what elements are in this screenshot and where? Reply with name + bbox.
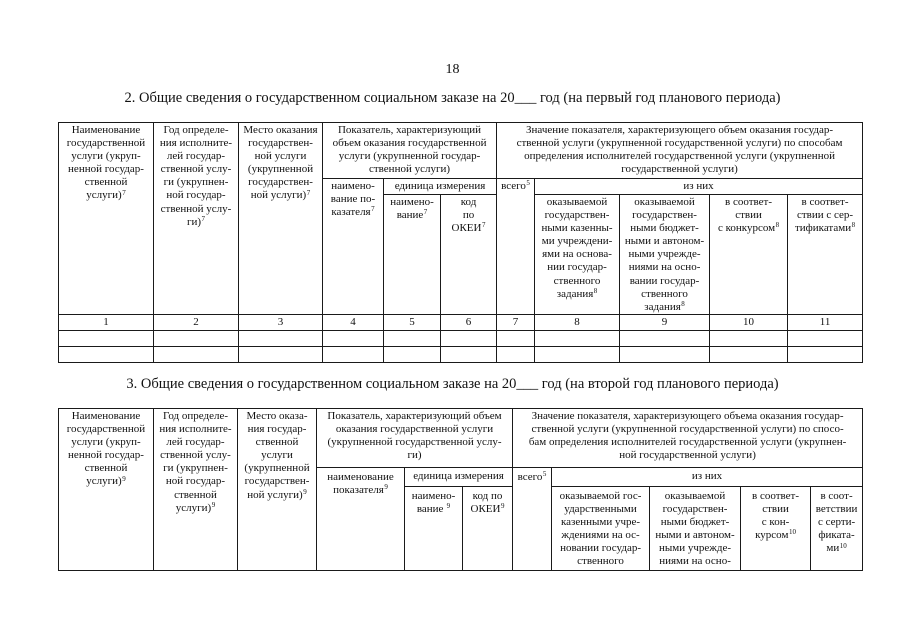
social-order-table-second-planning-year (58, 408, 863, 571)
header-text: единица измерения (394, 179, 486, 192)
footnote-ref: 8 (593, 286, 598, 295)
footnote-ref: 7 (371, 205, 375, 214)
competition-header (710, 195, 788, 315)
of-which-header (552, 468, 863, 487)
header-text: всего (501, 180, 526, 192)
header-text: Год определе- ния исполните- лей государ- ственной услу- ги (укрупнен- ной государ- ственной услуги) (159, 410, 232, 514)
indicator-name-header (317, 468, 405, 571)
table-cell (59, 331, 154, 347)
footnote-ref: 7 (122, 188, 126, 197)
header-text: Место оказа- ния государ- ственной услуги (укрупненной государствен- ной услуги) (244, 410, 310, 501)
footnote-ref: 8 (775, 221, 780, 230)
indicator-group-header (317, 409, 513, 468)
budget-autonomous-header (650, 487, 741, 571)
table-cell (620, 331, 710, 347)
certificates-header (811, 487, 863, 571)
year-header (154, 123, 239, 315)
table-cell (154, 347, 239, 363)
column-number: 3 (239, 315, 323, 331)
header-text: оказываемой государствен- ными казенны- ми учреждени- ями на основа- нии государ- ственного задания (541, 196, 613, 300)
header-text: оказываемой государствен- ными бюджет- ными и автоном- ными учрежде- ниями на осно- (655, 490, 735, 568)
column-number-row (59, 315, 863, 331)
state-institutions-header (535, 195, 620, 315)
unit-name-header (384, 195, 441, 315)
table-cell (154, 331, 239, 347)
header-text: Значение показателя, характеризующего объем оказания государ- ственной услуги (укрупненной государственной услуги) по способам определения исполнителей государственной услуги (укрупненной государственной услуги) (516, 124, 843, 176)
column-number: 10 (710, 315, 788, 331)
footnote-ref: 7 (423, 208, 428, 217)
column-number: 6 (441, 315, 497, 331)
footnote-ref: 8 (851, 221, 856, 230)
header-text: наимено- вание (390, 196, 434, 222)
header-text: код по ОКЕИ (470, 490, 503, 516)
footnote-ref: 10 (788, 528, 796, 537)
table-cell (710, 331, 788, 347)
competition-header (741, 487, 811, 571)
table-cell (323, 331, 384, 347)
year-header (154, 409, 238, 571)
table-cell (323, 347, 384, 363)
footnote-ref: 5 (542, 470, 547, 479)
table-cell (788, 347, 863, 363)
total-header (497, 179, 535, 315)
header-text: в соответ- ствии с сер- тификатами (794, 196, 854, 235)
table-row (59, 331, 863, 347)
header-text: в соответ- ствии с кон- курсом (752, 490, 800, 542)
header-text: Год определе- ния исполните- лей государ- ственной услу- ги (укрупнен- ной государ- ственной услу- ги) (159, 124, 233, 228)
indicator-name-header (323, 179, 384, 315)
table-cell (239, 331, 323, 347)
footnote-ref: 7 (201, 214, 206, 223)
state-institutions-header (552, 487, 650, 571)
footnote-ref: 9 (122, 474, 126, 483)
header-text: Место оказания государствен- ной услуги (укрупненной государствен- ной услуги) (243, 124, 318, 202)
table-cell (788, 331, 863, 347)
table-cell (497, 331, 535, 347)
social-order-table-first-planning-year (58, 122, 863, 363)
table-cell (384, 347, 441, 363)
value-group-header (513, 409, 863, 468)
section-3-heading: 3. Общие сведения о государственном социальном заказе на 20___ год (на второй год планового периода) (126, 376, 779, 392)
footnote-ref: 7 (481, 221, 486, 230)
column-number: 11 (788, 315, 863, 331)
header-text: всего (517, 471, 543, 483)
column-number: 1 (59, 315, 154, 331)
certificates-header (788, 195, 863, 315)
footnote-ref: 9 (500, 502, 505, 511)
indicator-group-header (323, 123, 497, 179)
column-number: 8 (535, 315, 620, 331)
table-cell (384, 331, 441, 347)
header-text: код по ОКЕИ (451, 196, 482, 235)
header-row (59, 409, 863, 468)
header-text: наимено- вание по- казателя (330, 180, 376, 219)
value-group-header (497, 123, 863, 179)
table-cell (441, 331, 497, 347)
column-number: 7 (497, 315, 535, 331)
footnote-ref: 8 (681, 299, 685, 308)
header-text: единица измерения (413, 470, 504, 483)
column-number: 9 (620, 315, 710, 331)
header-text: Показатель, характеризующий объем оказания государственной услуги (укрупненной государ- ственной услуги) (332, 124, 487, 176)
table-cell (239, 347, 323, 363)
header-text: Наименование государственной услуги (укруп- ненной государ- ственной услуги) (66, 124, 146, 202)
table-cell (441, 347, 497, 363)
footnote-ref: 5 (526, 179, 530, 188)
table-cell (497, 347, 535, 363)
table-row (59, 347, 863, 363)
header-text: из них (691, 470, 723, 483)
header-text: Значение показателя, характеризующего объема оказания государ- ственной услуги (укрупненной государственной услуги) по спосо- бам определения исполнителей государственной услуги (укрупнен- ной государственной услуги) (528, 410, 847, 462)
header-text: Показатель, характеризующий объем оказания государственной услуги (укрупненной государственной услу- ги) (327, 410, 502, 462)
header-text: Наименование государственной услуги (укруп- ненной государ- ственной услуги) (66, 410, 146, 488)
of-which-header (535, 179, 863, 195)
header-text: оказываемой гос- ударственными казенными учре- ждениями на ос- новании государ- ственного (559, 490, 642, 568)
header-text: наимено- вание (411, 490, 456, 516)
page-number: 18 (445, 62, 460, 77)
column-number: 4 (323, 315, 384, 331)
header-text: из них (683, 179, 714, 192)
table-cell (535, 347, 620, 363)
service-name-header (59, 409, 154, 571)
unit-name-header (405, 487, 463, 571)
total-header (513, 468, 552, 571)
place-header (239, 123, 323, 315)
table-cell (535, 331, 620, 347)
table-cell (620, 347, 710, 363)
header-text: оказываемой государствен- ными бюджет- ными и автоном- ными учрежде- ниями на осно- вании государ- ственного задания (624, 196, 705, 313)
header-text: наименование показателя (327, 471, 394, 497)
header-text: в соот- ветствии с серти- фиката- ми (815, 490, 858, 555)
footnote-ref: 9 (303, 487, 307, 496)
place-header (238, 409, 317, 571)
footnote-ref: 9 (384, 483, 388, 492)
column-number: 2 (154, 315, 239, 331)
footnote-ref: 10 (839, 541, 847, 550)
column-number: 5 (384, 315, 441, 331)
unit-group-header (405, 468, 513, 487)
header-row (59, 123, 863, 179)
footnote-ref: 9 (211, 500, 216, 509)
unit-okei-header (441, 195, 497, 315)
header-text: в соответ- ствии с конкурсом (717, 196, 776, 235)
unit-okei-header (463, 487, 513, 571)
footnote-ref: 7 (306, 188, 311, 197)
table-cell (59, 347, 154, 363)
budget-autonomous-header (620, 195, 710, 315)
unit-group-header (384, 179, 497, 195)
table-cell (710, 347, 788, 363)
section-2-heading: 2. Общие сведения о государственном социальном заказе на 20___ год (на первый год планового периода) (124, 90, 781, 106)
service-name-header (59, 123, 154, 315)
footnote-ref: 9 (446, 502, 451, 511)
